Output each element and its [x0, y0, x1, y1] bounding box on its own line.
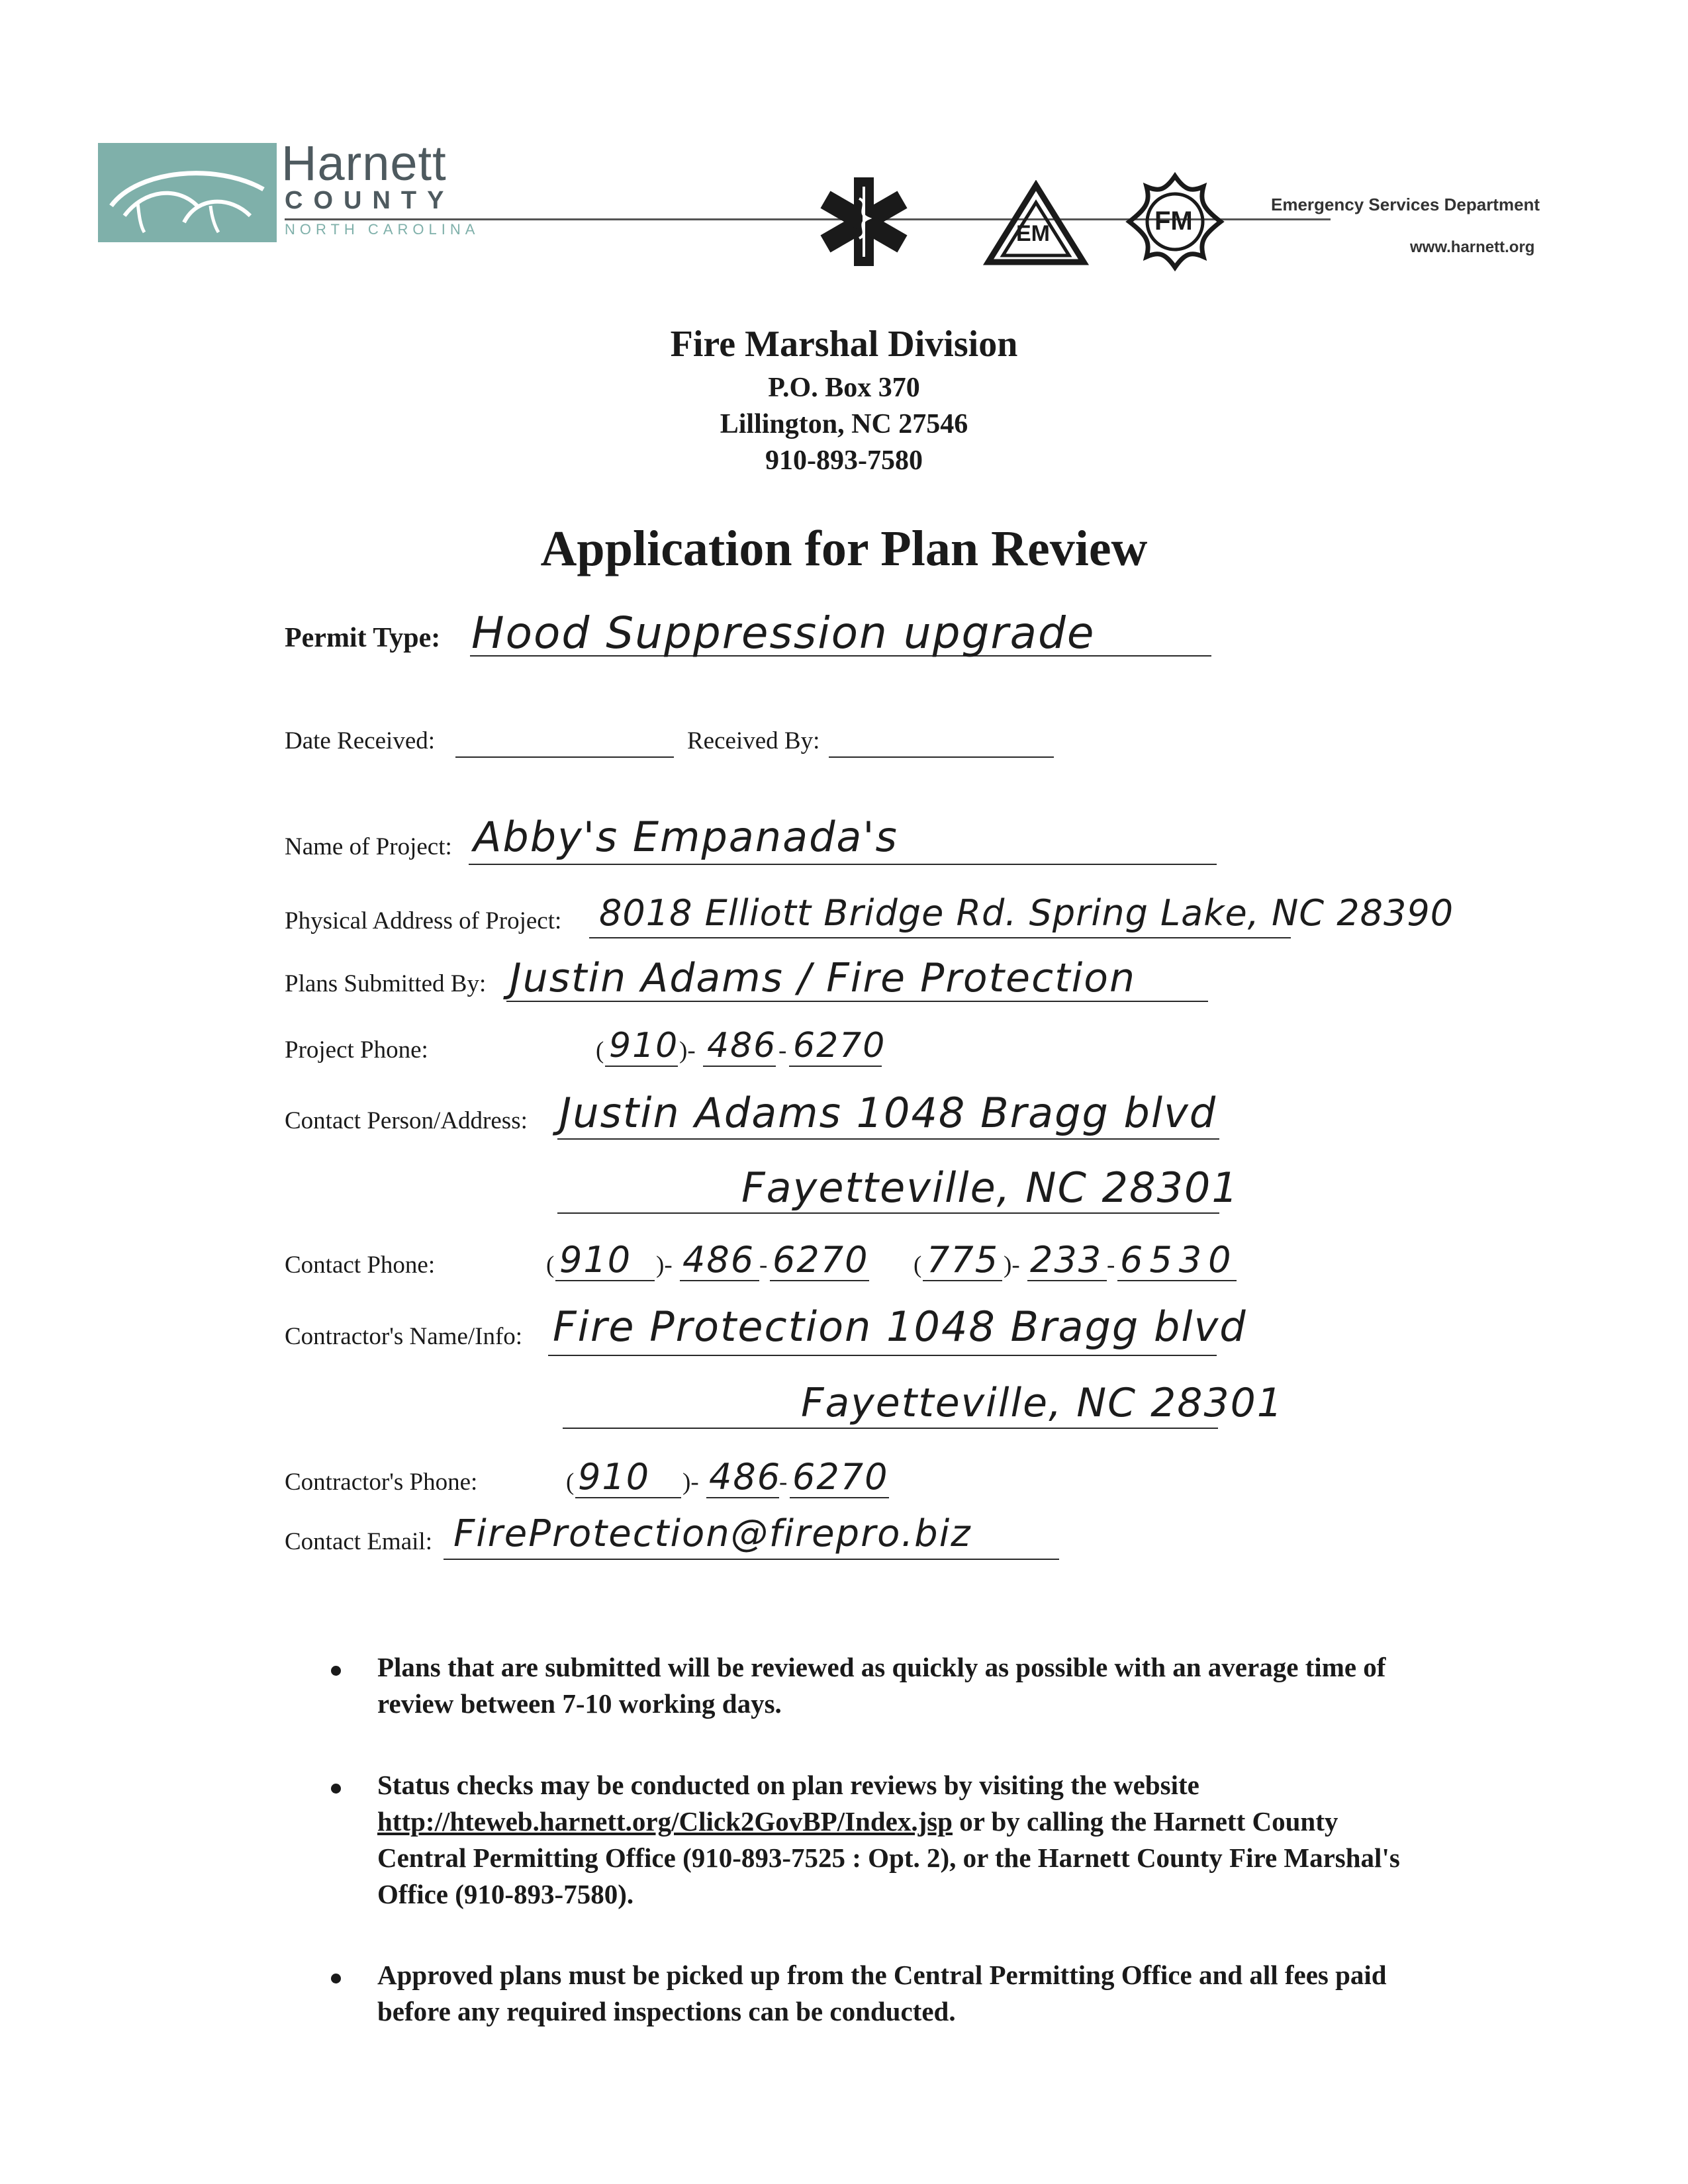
phone-prefix-line — [703, 1066, 776, 1067]
email-line — [444, 1559, 1059, 1560]
contact-line-2 — [557, 1212, 1219, 1214]
contractor-line-2 — [563, 1428, 1218, 1429]
division-phone: 910-893-7580 — [765, 445, 923, 476]
paren-close: )- — [1004, 1251, 1020, 1279]
paren-open: ( — [566, 1469, 575, 1496]
phone-prefix: 486 — [682, 1239, 755, 1281]
received-by-label: Received By: — [687, 727, 820, 754]
bullet-3-dot — [331, 1974, 341, 1983]
phone-line-line — [789, 1066, 882, 1067]
phone-area: 910 — [609, 1026, 679, 1066]
note-approved-plans: Approved plans must be picked up from the Central Permitting Office and all fees paid before any required inspections can be conducted. — [377, 1960, 1387, 2026]
contractor-info-2[interactable]: Fayetteville, NC 28301 — [801, 1380, 1284, 1426]
note-status-pre: Status checks may be conducted on plan reviews by visiting the website — [377, 1770, 1199, 1800]
permit-type-label: Permit Type: — [285, 623, 441, 653]
bullet-1-dot — [331, 1666, 341, 1676]
paren-open: ( — [914, 1251, 922, 1279]
phone-line: 6270 — [793, 1026, 886, 1066]
letterhead — [93, 136, 1582, 271]
contact-label: Contact Person/Address: — [285, 1107, 528, 1134]
project-name-line — [469, 864, 1217, 865]
department-name: Emergency Services Department — [1271, 195, 1540, 214]
address-label: Physical Address of Project: — [285, 907, 562, 934]
submitted-by-label: Plans Submitted By: — [285, 970, 487, 997]
fm-text: FM — [1154, 206, 1193, 236]
county-logo — [98, 143, 277, 242]
contact-phone-label: Contact Phone: — [285, 1251, 436, 1279]
contact-phone-1[interactable] — [546, 1239, 917, 1285]
logo-state: NORTH CAROLINA — [285, 221, 480, 238]
dash: - — [759, 1251, 768, 1279]
contact-phone-2[interactable] — [914, 1239, 1284, 1285]
contact-address-1[interactable]: Justin Adams 1048 Bragg blvd — [559, 1089, 1217, 1137]
em-badge — [983, 180, 1089, 266]
bullet-2-dot — [331, 1784, 341, 1794]
phone-area: 775 — [927, 1239, 1000, 1281]
email-label: Contact Email: — [285, 1528, 432, 1555]
page-title: Application for Plan Review — [540, 521, 1148, 576]
note-status-post: or by calling the Harnett County Central Permitting Office (910-893-7525 : Opt. 2), or the Harnett County Fire Marshal's Office (910-893-7580). — [377, 1806, 1400, 1909]
project-phone[interactable] — [596, 1026, 966, 1072]
division-po-box: P.O. Box 370 — [768, 373, 920, 403]
note-status-checks — [377, 1767, 1410, 1913]
dash: - — [1107, 1251, 1115, 1279]
contractor-phone[interactable] — [566, 1456, 937, 1502]
contact-line-1 — [557, 1138, 1219, 1140]
submitted-by-value[interactable]: Justin Adams / Fire Protection — [510, 955, 1136, 1001]
contractor-info-1[interactable]: Fire Protection 1048 Bragg blvd — [553, 1302, 1247, 1351]
fm-badge — [1125, 172, 1225, 271]
website[interactable]: www.harnett.org — [1410, 238, 1535, 256]
division-city: Lillington, NC 27546 — [720, 409, 968, 439]
contractor-label: Contractor's Name/Info: — [285, 1323, 523, 1350]
address-line — [589, 937, 1291, 938]
received-by-line[interactable] — [829, 756, 1054, 758]
dash: - — [779, 1469, 788, 1496]
phone-area: 910 — [578, 1456, 651, 1498]
phone-area-line — [605, 1066, 678, 1067]
address-value[interactable]: 8018 Elliott Bridge Rd. Spring Lake, NC 28390 — [599, 892, 1454, 934]
phone-line: 6270 — [792, 1456, 889, 1498]
contractor-line-1 — [548, 1355, 1217, 1356]
contractor-phone-label: Contractor's Phone: — [285, 1469, 478, 1496]
dash: - — [778, 1037, 787, 1064]
star-of-life-icon — [814, 172, 914, 271]
contact-address-2[interactable]: Fayetteville, NC 28301 — [741, 1163, 1239, 1212]
phone-prefix: 486 — [709, 1456, 782, 1498]
email-value[interactable]: FireProtection@firepro.biz — [453, 1512, 972, 1555]
date-received-line[interactable] — [455, 756, 674, 758]
phone-line: 6530 — [1120, 1239, 1238, 1281]
project-name-label: Name of Project: — [285, 833, 452, 860]
date-received-label: Date Received: — [285, 727, 436, 754]
logo-county: COUNTY — [285, 187, 455, 214]
project-phone-label: Project Phone: — [285, 1036, 428, 1064]
logo-name: Harnett — [281, 136, 447, 191]
paren-close: )- — [656, 1251, 673, 1279]
division-name: Fire Marshal Division — [670, 324, 1018, 365]
phone-line: 6270 — [773, 1239, 869, 1281]
phone-prefix: 233 — [1030, 1239, 1103, 1281]
paren-open: ( — [546, 1251, 555, 1279]
phone-prefix: 486 — [707, 1026, 777, 1066]
em-text: EM — [1016, 221, 1050, 246]
note-review-time: Plans that are submitted will be reviewed as quickly as possible with an average time of review between 7-10 working days. — [377, 1652, 1386, 1719]
paren-close: )- — [679, 1037, 696, 1064]
paren-open: ( — [596, 1037, 604, 1064]
logo-swoosh-icon — [98, 143, 277, 242]
phone-area: 910 — [559, 1239, 632, 1281]
paren-close: )- — [682, 1469, 699, 1496]
status-check-link[interactable]: http://hteweb.harnett.org/Click2GovBP/Index.jsp — [377, 1806, 953, 1837]
project-name-value[interactable]: Abby's Empanada's — [473, 813, 898, 861]
permit-type-value[interactable]: Hood Suppression upgrade — [471, 608, 1096, 659]
